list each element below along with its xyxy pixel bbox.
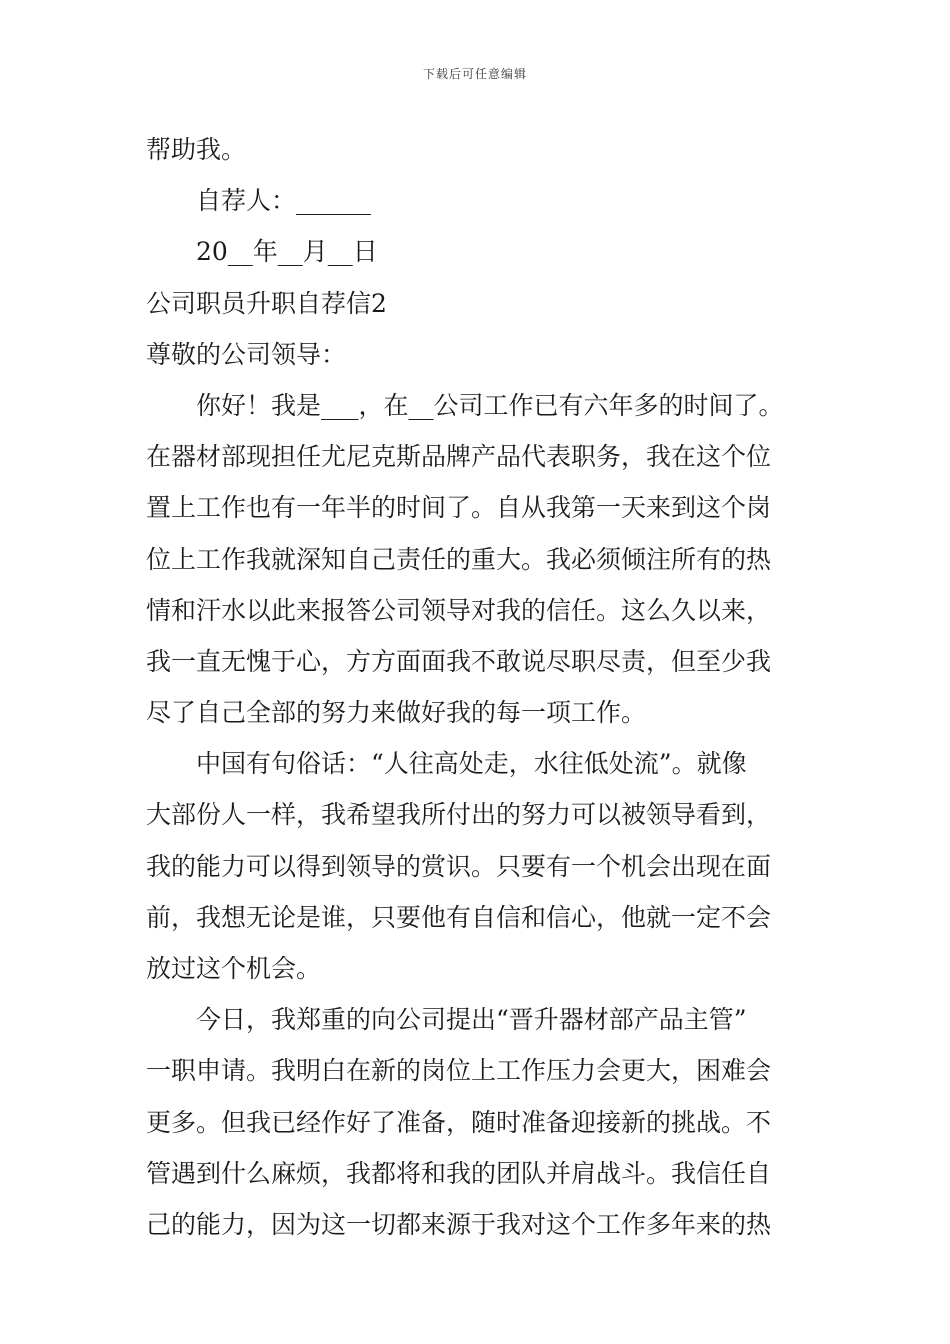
page-header: 下载后可任意编辑 (422, 67, 527, 81)
paragraph-line: 尽了自己全部的努力来做好我的每一项工作。 (146, 698, 647, 728)
paragraph-line: 你好！我是___，在__公司工作已有六年多的时间了。 (196, 390, 784, 420)
signature-line: 自荐人：______ (196, 186, 372, 216)
paragraph-2 (146, 738, 810, 994)
paragraph-line: 我的能力可以得到领导的赏识。只要有一个机会出现在面 (146, 851, 772, 881)
paragraph-line: 一职申请。我明白在新的岗位上工作压力会更大，困难会 (146, 1056, 772, 1086)
closing-line: 帮助我。 (146, 135, 247, 164)
paragraph-line: 位上工作我就深知自己责任的重大。我必须倾注所有的热 (146, 544, 772, 574)
letter-body (146, 124, 810, 1250)
paragraph-line: 大部份人一样，我希望我所付出的努力可以被领导看到， (146, 800, 772, 830)
paragraph-line: 置上工作也有一年半的时间了。自从我第一天来到这个岗 (146, 493, 772, 523)
paragraph-1 (146, 380, 810, 738)
paragraph-line: 在器材部现担任尤尼克斯品牌产品代表职务，我在这个位 (146, 442, 772, 472)
letter-title: 公司职员升职自荐信2 (146, 288, 387, 318)
paragraph-line: 我一直无愧于心，方方面面我不敢说尽职尽责，但至少我 (146, 646, 772, 676)
paragraph-line: 今日，我郑重的向公司提出“晋升器材部产品主管” (196, 1005, 747, 1035)
paragraph-line: 前，我想无论是谁，只要他有自信和信心，他就一定不会 (146, 902, 772, 932)
paragraph-line: 情和汗水以此来报答公司领导对我的信任。这么久以来， (146, 595, 772, 625)
paragraph-line: 中国有句俗话：“人往高处走，水往低处流”。就像 (196, 749, 747, 779)
paragraph-line: 更多。但我已经作好了准备，随时准备迎接新的挑战。不 (146, 1107, 772, 1137)
paragraph-line: 己的能力，因为这一切都来源于我对这个工作多年来的热 (146, 1209, 772, 1239)
paragraph-line: 放过这个机会。 (146, 954, 322, 983)
paragraph-3 (146, 994, 810, 1250)
salutation: 尊敬的公司领导： (146, 339, 347, 369)
date-line: 20__年__月__日 (196, 237, 378, 267)
paragraph-line: 管遇到什么麻烦，我都将和我的团队并肩战斗。我信任自 (146, 1158, 772, 1188)
